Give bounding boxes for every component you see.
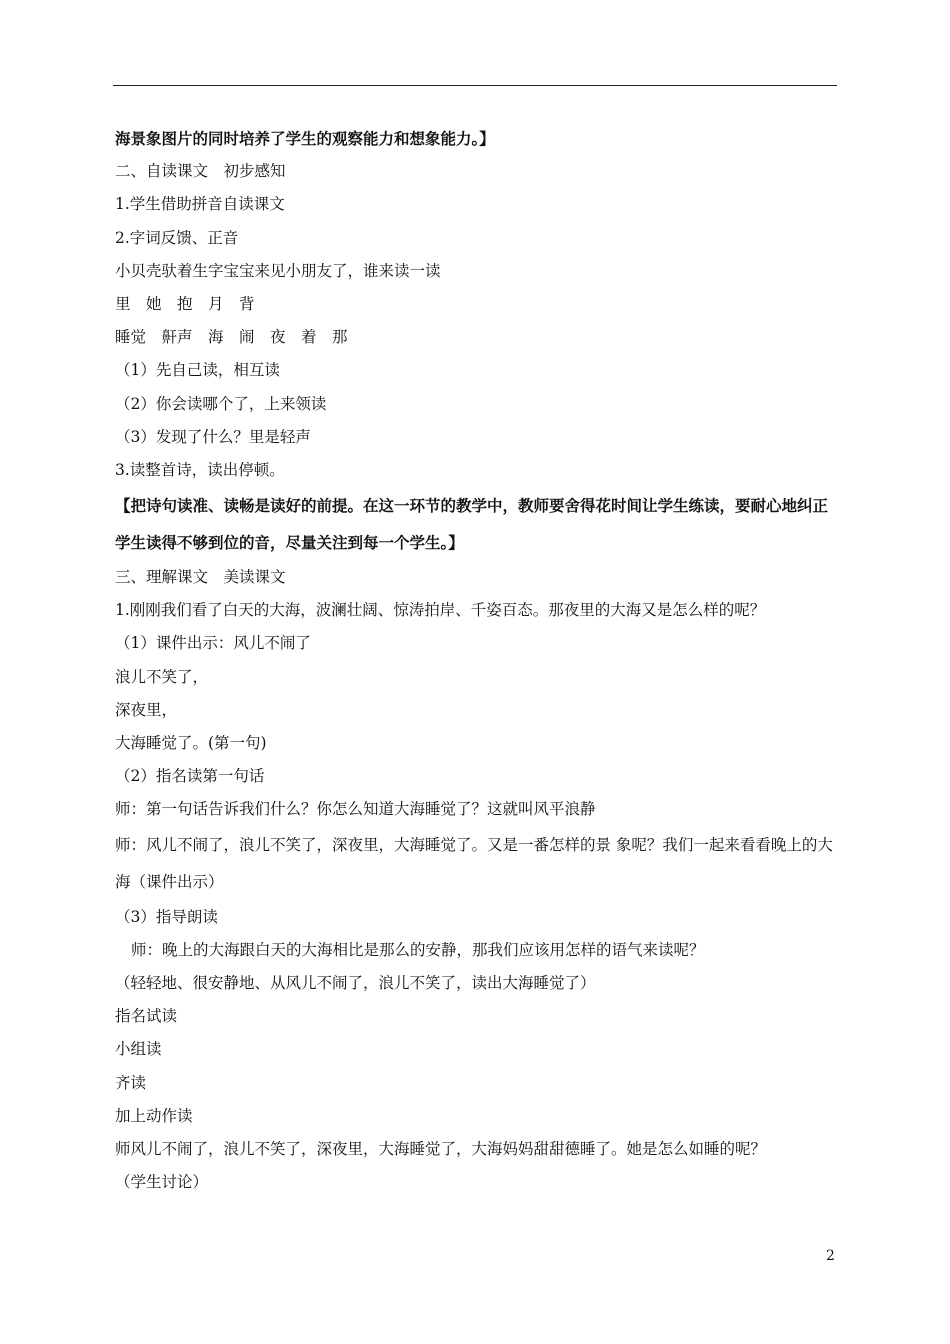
paragraph-line: 师风儿不闹了，浪儿不笑了，深夜里，大海睡觉了，大海妈妈甜甜德睡了。她是怎么如睡的呢？ xyxy=(115,1139,767,1158)
paragraph-line: （2）指名读第一句话 xyxy=(115,767,265,786)
paragraph-line: （3）发现了什么？里是轻声 xyxy=(115,427,311,446)
header-rule xyxy=(113,85,837,86)
paragraph-line: 师：第一句话告诉我们什么？你怎么知道大海睡觉了？这就叫风平浪静 xyxy=(115,800,596,819)
paragraph-line: 2.字词反馈、正音 xyxy=(115,228,239,247)
paragraph-line: 1.刚刚我们看了白天的大海，波澜壮阔、惊涛拍岸、千姿百态。那夜里的大海又是怎么样的呢？ xyxy=(115,601,766,620)
paragraph-line: （1）课件出示：风儿不闹了 xyxy=(115,634,311,653)
document-body xyxy=(115,122,837,1199)
paragraph-line: （学生讨论） xyxy=(115,1173,209,1192)
poem-line: 大海睡觉了。(第一句) xyxy=(115,734,267,752)
paragraph-line: 小组读 xyxy=(115,1040,162,1059)
paragraph-line: 3.读整首诗，读出停顿。 xyxy=(115,460,285,479)
paragraph-line: 小贝壳驮着生字宝宝来见小朋友了，谁来读一读 xyxy=(115,261,441,280)
word-list: 里 她 抱 月 背 xyxy=(115,294,255,313)
poem-line: 深夜里， xyxy=(115,700,178,719)
paragraph-line: 师：风儿不闹了，浪儿不笑了，深夜里，大海睡觉了。又是一番怎样的景 象呢？我们一起来看看晚上的大海（课件出示） xyxy=(115,835,833,891)
paragraph-line: 1.学生借助拼音自读课文 xyxy=(115,195,285,214)
paragraph-line: （1）先自己读，相互读 xyxy=(115,361,280,380)
paragraph-line: （2）你会读哪个了，上来领读 xyxy=(115,394,327,413)
poem-line: 浪儿不笑了， xyxy=(115,667,209,686)
paragraph-line: （3）指导朗读 xyxy=(115,907,218,926)
page-number: 2 xyxy=(826,1248,835,1264)
paragraph-line: 师：晚上的大海跟白天的大海相比是那么的安静，那我们应该用怎样的语气来读呢？ xyxy=(131,940,705,959)
paragraph-line: 加上动作读 xyxy=(115,1106,193,1125)
paragraph-line: 海景象图片的同时培养了学生的观察能力和想象能力。】 xyxy=(115,129,495,148)
section-heading: 二、自读课文 初步感知 xyxy=(115,162,286,181)
word-list: 睡觉 鼾声 海 闹 夜 着 那 xyxy=(115,328,348,347)
paragraph-line: 齐读 xyxy=(115,1073,147,1092)
teaching-note: 【把诗句读准、读畅是读好的前提。在这一环节的教学中，教师要舍得花时间让学生练读，要耐心地纠正学生读得不够到位的音，尽量关注到每一个学生。】 xyxy=(115,496,829,553)
section-heading: 三、理解课文 美读课文 xyxy=(115,568,286,587)
paragraph-line: 指名试读 xyxy=(115,1007,178,1026)
paragraph-line: （轻轻地、很安静地、从风儿不闹了，浪儿不笑了，读出大海睡觉了） xyxy=(115,973,596,992)
